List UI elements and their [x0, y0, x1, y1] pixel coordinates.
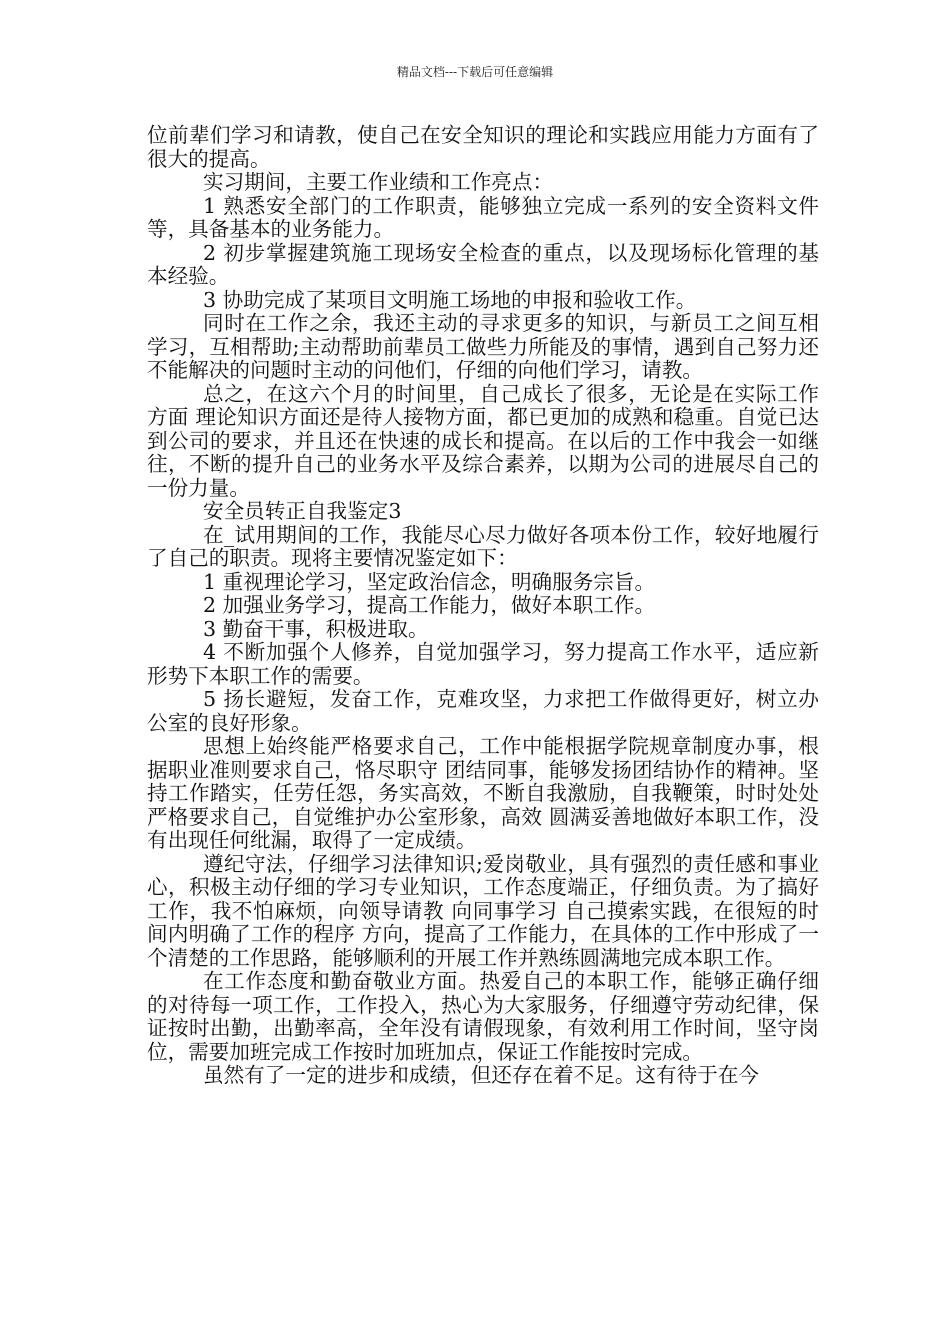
paragraph-5: 3 协助完成了某项目文明施工场地的申报和验收工作。	[203, 287, 697, 312]
paragraph-17: 在工作态度和勤奋敬业方面。热爱自己的本职工作，能够正确仔细的对待每一项工作，工作投入，热心为大家服务，仔细遵守劳动纪律，保证按时出勤，出勤率高，全年没有请假现象，有效利用工作时间，坚守岗位，需要加班完成工作按时加班加点，保证工作能按时完成。	[147, 969, 819, 1064]
paragraph-9: 在_试用期间的工作，我能尽心尽力做好各项本份工作，较好地履行了自己的职责。现将主要情况鉴定如下：	[147, 522, 819, 570]
paragraph-3: 1 熟悉安全部门的工作职责，能够独立完成一系列的安全资料文件等，具备基本的业务能力。	[147, 193, 819, 241]
page-header: 精品文档---下载后可任意编辑	[396, 65, 554, 79]
section-heading: 安全员转正自我鉴定3	[203, 499, 402, 523]
document-body	[147, 124, 819, 1088]
paragraph-1: 位前辈们学习和请教，使自己在安全知识的理论和实践应用能力方面有了很大的提高。	[147, 123, 819, 171]
paragraph-13: 4 不断加强个人修养，自觉加强学习，努力提高工作水平，适应新形势下本职工作的需要。	[147, 640, 819, 688]
paragraph-16: 遵纪守法，仔细学习法律知识;爱岗敬业，具有强烈的责任感和事业心，积极主动仔细的学习专业知识，工作态度端正，仔细负责。为了搞好工作，我不怕麻烦，向领导请教 向同事学习 自己摸索实践，在很短的时间内明确了工作的程序 方向，提高了工作能力，在具体的工作中形成了一个清楚的工作思路，能够顺利的开展工作并熟练圆满地完成本职工作。	[147, 851, 819, 970]
paragraph-10: 1 重视理论学习，坚定政治信念，明确服务宗旨。	[203, 569, 656, 594]
paragraph-6: 同时在工作之余，我还主动的寻求更多的知识，与新员工之间互相学习，互相帮助;主动帮助前辈员工做些力所能及的事情，遇到自己努力还不能解决的问题时主动的问他们，仔细的向他们学习，请教。	[147, 311, 819, 382]
paragraph-2: 实习期间，主要工作业绩和工作亮点：	[203, 170, 554, 194]
paragraph-11: 2 加强业务学习，提高工作能力，做好本职工作。	[203, 593, 656, 617]
paragraph-18: 虽然有了一定的进步和成绩，但还存在着不足。这有待于在今	[203, 1063, 760, 1087]
paragraph-4: 2 初步掌握建筑施工现场安全检查的重点，以及现场标化管理的基本经验。	[147, 240, 819, 288]
paragraph-7: 总之，在这六个月的时间里，自己成长了很多，无论是在实际工作方面 理论知识方面还是待人接物方面，都已更加的成熟和稳重。自觉已达到公司的要求，并且还在快速的成长和提高。在以后的工作中我会一如继往，不断的提升自己的业务水平及综合素养，以期为公司的进展尽自己的一份力量。	[147, 381, 819, 500]
paragraph-12: 3 勤奋干事，积极进取。	[203, 616, 429, 641]
paragraph-14: 5 扬长避短，发奋工作，克难攻坚，力求把工作做得更好，树立办公室的良好形象。	[147, 687, 819, 735]
paragraph-15: 思想上始终能严格要求自己，工作中能根据学院规章制度办事，根据职业准则要求自己，恪尽职守 团结同事，能够发扬团结协作的精神。坚持工作踏实，任劳任怨，务实高效，不断自我激励，自我鞭策，时时处处严格要求自己，自觉维护办公室形象，高效 圆满妥善地做好本职工作，没有出现任何纰漏，取得了一定成绩。	[147, 734, 819, 852]
